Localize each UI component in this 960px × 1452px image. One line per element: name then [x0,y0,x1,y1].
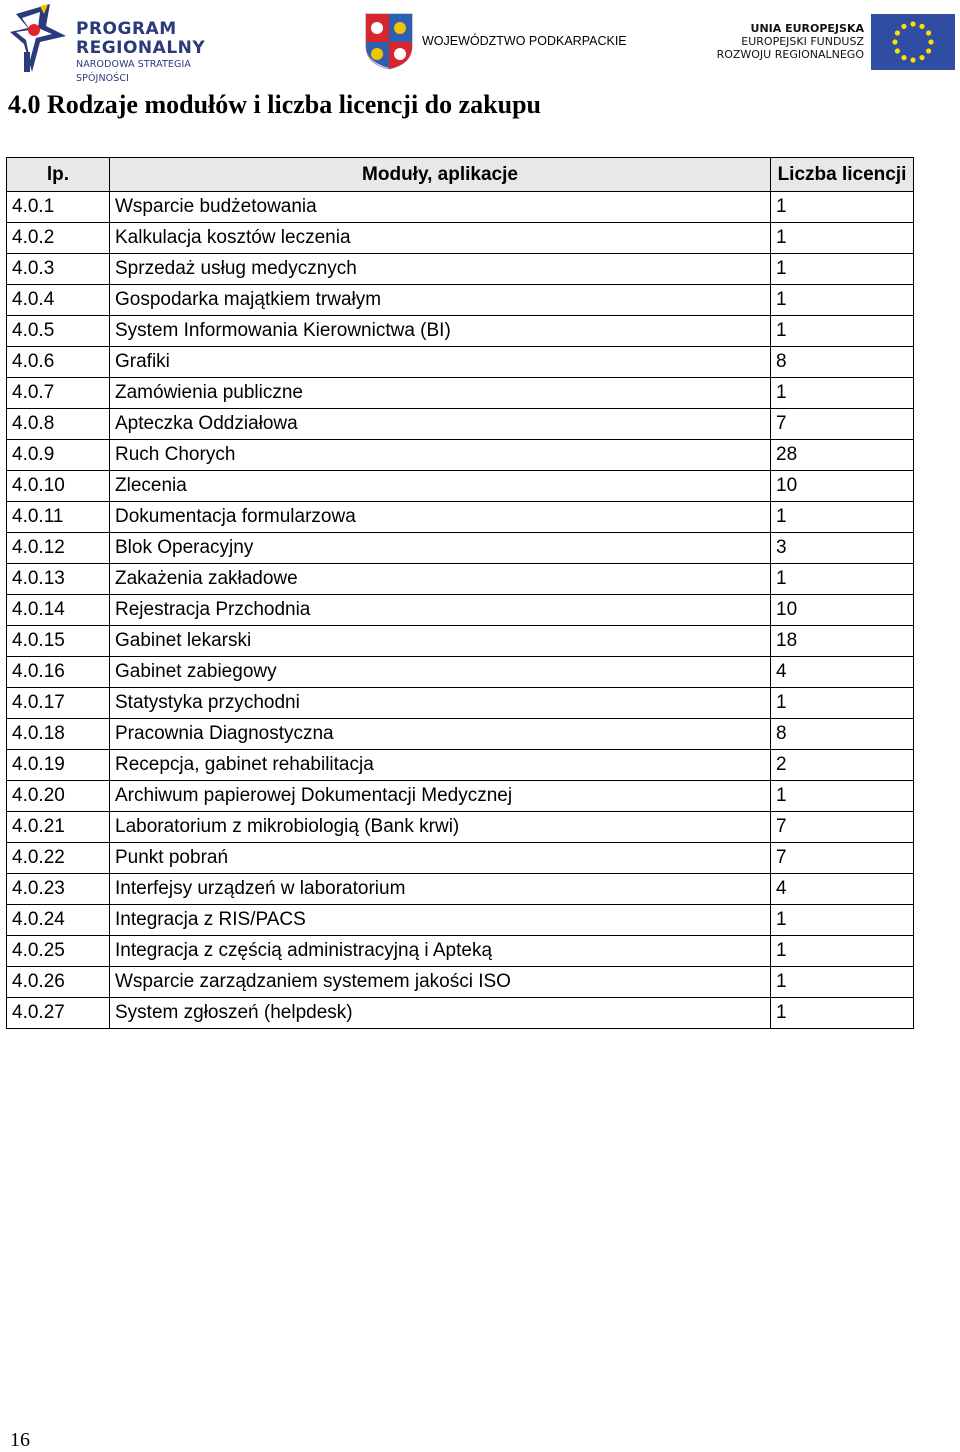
table-row [7,657,914,688]
cell-module: Gabinet lekarski [110,626,771,657]
cell-license-count: 1 [771,316,914,347]
table-row [7,533,914,564]
cell-lp: 4.0.5 [7,316,110,347]
table-row [7,719,914,750]
cell-lp: 4.0.14 [7,595,110,626]
cell-license-count: 1 [771,781,914,812]
cell-license-count: 1 [771,285,914,316]
table-row [7,595,914,626]
cell-module: Gabinet zabiegowy [110,657,771,688]
cell-lp: 4.0.20 [7,781,110,812]
cell-module: Pracownia Diagnostyczna [110,719,771,750]
cell-module: Apteczka Oddziałowa [110,409,771,440]
table-row [7,998,914,1029]
cell-lp: 4.0.6 [7,347,110,378]
table-row [7,905,914,936]
table-row [7,812,914,843]
cell-module: Gospodarka majątkiem trwałym [110,285,771,316]
table-row [7,471,914,502]
cell-module: Dokumentacja formularzowa [110,502,771,533]
column-header-module: Moduły, aplikacje [110,158,771,192]
cell-license-count: 1 [771,688,914,719]
cell-lp: 4.0.15 [7,626,110,657]
cell-lp: 4.0.2 [7,223,110,254]
cell-module: Integracja z częścią administracyjną i Apteką [110,936,771,967]
eu-fund-logo [712,12,957,72]
cell-license-count: 7 [771,843,914,874]
cell-module: Archiwum papierowej Dokumentacji Medycznej [110,781,771,812]
cell-license-count: 1 [771,502,914,533]
table-row [7,316,914,347]
cell-lp: 4.0.22 [7,843,110,874]
wojewodztwo-podkarpackie-logo [364,12,634,72]
cell-lp: 4.0.21 [7,812,110,843]
cell-license-count: 1 [771,936,914,967]
table-row [7,843,914,874]
voivodeship-crest-icon [364,12,414,70]
cell-lp: 4.0.8 [7,409,110,440]
table-header-row [7,158,914,192]
table-row [7,781,914,812]
table-row [7,409,914,440]
cell-lp: 4.0.11 [7,502,110,533]
program-logo-line3: NARODOWA STRATEGIA SPÓJNOŚCI [76,59,191,84]
cell-lp: 4.0.19 [7,750,110,781]
program-regionalny-logo [10,2,245,84]
section-title: 4.0 Rodzaje modułów i liczba licencji do zakupu [8,90,542,119]
cell-license-count: 10 [771,471,914,502]
cell-lp: 4.0.10 [7,471,110,502]
eu-logo-line3: ROZWOJU REGIONALNEGO [716,48,864,61]
eu-logo-line2: EUROPEJSKI FUNDUSZ [741,35,864,48]
cell-license-count: 1 [771,967,914,998]
cell-lp: 4.0.17 [7,688,110,719]
table-row [7,874,914,905]
cell-license-count: 8 [771,719,914,750]
cell-license-count: 7 [771,409,914,440]
cell-license-count: 7 [771,812,914,843]
table-row [7,936,914,967]
licenses-table [6,157,914,1029]
table-row [7,285,914,316]
cell-module: Blok Operacyjny [110,533,771,564]
cell-lp: 4.0.1 [7,192,110,223]
cell-lp: 4.0.9 [7,440,110,471]
cell-module: Recepcja, gabinet rehabilitacja [110,750,771,781]
cell-lp: 4.0.3 [7,254,110,285]
table-row [7,750,914,781]
program-logo-line1: PROGRAM [76,19,177,39]
eu-fund-text [717,22,864,61]
column-header-lp: lp. [7,158,110,192]
cell-lp: 4.0.18 [7,719,110,750]
cell-license-count: 10 [771,595,914,626]
cell-module: Wsparcie zarządzaniem systemem jakości ISO [110,967,771,998]
cell-module: Punkt pobrań [110,843,771,874]
cell-module: Zlecenia [110,471,771,502]
cell-lp: 4.0.27 [7,998,110,1029]
cell-license-count: 1 [771,998,914,1029]
cell-module: Kalkulacja kosztów leczenia [110,223,771,254]
cell-module: Grafiki [110,347,771,378]
cell-module: Rejestracja Przchodnia [110,595,771,626]
cell-module: Ruch Chorych [110,440,771,471]
cell-lp: 4.0.7 [7,378,110,409]
column-header-count: Liczba licencji [771,158,914,192]
cell-module: Sprzedaż usług medycznych [110,254,771,285]
table-row [7,688,914,719]
table-row [7,223,914,254]
page-header [0,0,960,84]
program-regionalny-star-icon [10,2,70,74]
cell-lp: 4.0.13 [7,564,110,595]
eu-logo-line1: UNIA EUROPEJSKA [750,22,864,35]
cell-license-count: 18 [771,626,914,657]
cell-license-count: 1 [771,192,914,223]
table-row [7,378,914,409]
cell-license-count: 3 [771,533,914,564]
cell-lp: 4.0.25 [7,936,110,967]
cell-module: Integracja z RIS/PACS [110,905,771,936]
table-row [7,502,914,533]
cell-license-count: 1 [771,254,914,285]
cell-license-count: 1 [771,905,914,936]
cell-lp: 4.0.26 [7,967,110,998]
cell-module: Wsparcie budżetowania [110,192,771,223]
table-row [7,564,914,595]
table-row [7,626,914,657]
cell-module: Zakażenia zakładowe [110,564,771,595]
cell-module: System zgłoszeń (helpdesk) [110,998,771,1029]
cell-module: Laboratorium z mikrobiologią (Bank krwi) [110,812,771,843]
cell-module: Zamówienia publiczne [110,378,771,409]
table-row [7,440,914,471]
cell-license-count: 1 [771,223,914,254]
cell-lp: 4.0.24 [7,905,110,936]
table-row [7,192,914,223]
cell-module: Interfejsy urządzeń w laboratorium [110,874,771,905]
cell-lp: 4.0.16 [7,657,110,688]
cell-license-count: 4 [771,874,914,905]
cell-module: Statystyka przychodni [110,688,771,719]
cell-module: System Informowania Kierownictwa (BI) [110,316,771,347]
table-row [7,254,914,285]
cell-lp: 4.0.4 [7,285,110,316]
cell-license-count: 28 [771,440,914,471]
eu-flag-icon [871,14,955,70]
table-row [7,347,914,378]
program-logo-line2: REGIONALNY [76,38,206,58]
page-number: 16 [10,1429,30,1451]
cell-license-count: 8 [771,347,914,378]
table-row [7,967,914,998]
voivodeship-name: WOJEWÓDZTWO PODKARPACKIE [422,34,627,48]
cell-license-count: 4 [771,657,914,688]
cell-license-count: 1 [771,564,914,595]
cell-license-count: 1 [771,378,914,409]
cell-lp: 4.0.23 [7,874,110,905]
cell-lp: 4.0.12 [7,533,110,564]
program-regionalny-wordmark [76,20,245,86]
cell-license-count: 2 [771,750,914,781]
